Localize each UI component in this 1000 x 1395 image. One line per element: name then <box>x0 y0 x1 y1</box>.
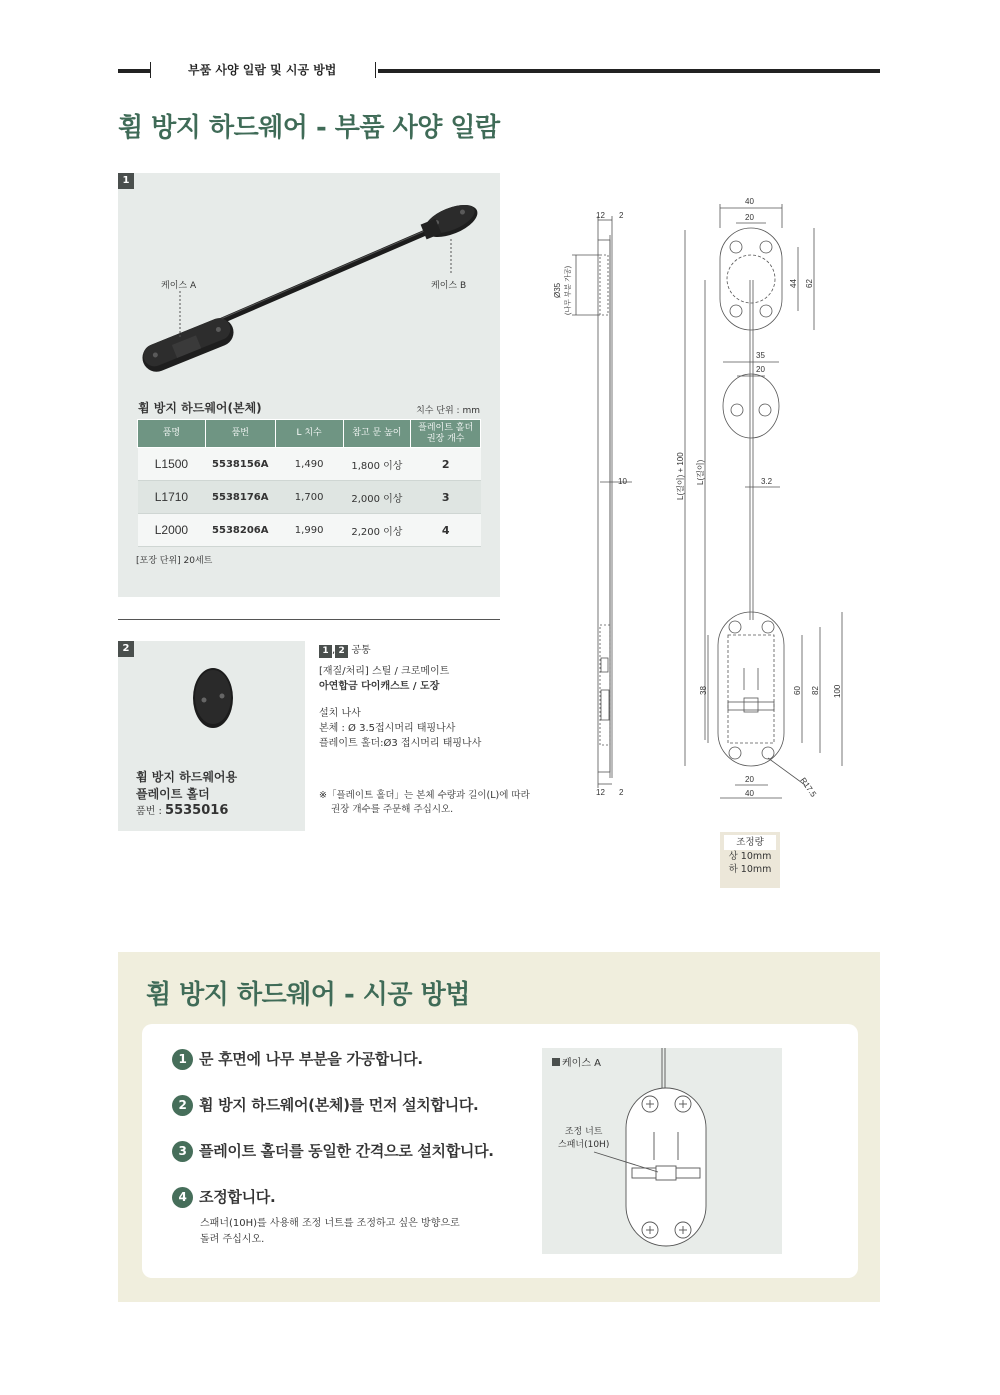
case-a-diagram <box>542 1048 782 1254</box>
installation-title: 휨 방지 하드웨어 - 시공 방법 <box>146 980 470 1010</box>
plate-holder-code <box>136 802 228 818</box>
plate-holder-code-value: 5535016 <box>165 803 229 818</box>
col-header-holder <box>411 420 481 448</box>
col-header-code: 품번 <box>205 420 275 448</box>
step-4-detail-line2: 돌려 주십시오. <box>200 1234 265 1245</box>
adjustment-title: 조정량 <box>724 835 776 850</box>
label-case-b: 케이스 B <box>431 281 467 291</box>
cell-name: L1500 <box>138 448 206 481</box>
cell-l: 1,490 <box>275 448 343 481</box>
plate-holder-name <box>136 769 237 803</box>
header-tick-left <box>150 62 151 78</box>
plate-holder-image <box>188 663 238 733</box>
case-a-label-text: 케이스 A <box>562 1058 601 1069</box>
spec-table-header <box>138 420 481 448</box>
adjustment-box <box>720 832 780 888</box>
section-divider <box>118 619 500 620</box>
cell-name: L1710 <box>138 481 206 514</box>
installation-card <box>142 1024 858 1278</box>
common-badge-1: 1 <box>319 645 332 658</box>
plate-holder-name-line1: 휨 방지 하드웨어용 <box>136 770 238 784</box>
cell-door: 2,000 이상 <box>343 481 411 514</box>
common-spec-label <box>319 641 371 658</box>
col-header-door: 참고 문 높이 <box>343 420 411 448</box>
technical-drawing <box>520 180 890 820</box>
cell-count: 2 <box>411 448 481 481</box>
dim-bottom-20: 20 <box>745 775 754 784</box>
order-note-line2: 권장 개수를 주문해 주십시오. <box>331 804 454 815</box>
col-header-l: L 치수 <box>275 420 343 448</box>
cell-count: 4 <box>411 514 481 547</box>
col-header-holder-line2: 권장 개수 <box>426 433 465 444</box>
label-case-a: 케이스 A <box>161 281 197 291</box>
col-header-holder-line1: 플레이트 홀더 <box>418 422 474 433</box>
common-badge-sep: , <box>332 645 336 656</box>
cell-name: L2000 <box>138 514 206 547</box>
adjusting-nut-line2: 스패너(10H) <box>558 1140 610 1150</box>
item-badge-1: 1 <box>118 173 134 189</box>
common-label-text: 공통 <box>351 645 371 656</box>
dim-82: 82 <box>811 686 820 695</box>
cell-door: 2,200 이상 <box>343 514 411 547</box>
unit-note: 치수 단위 : mm <box>416 406 480 416</box>
screw-title: 설치 나사 <box>319 708 361 719</box>
table-row <box>138 448 481 481</box>
dim-bottom-40: 40 <box>745 789 754 798</box>
step-3 <box>172 1140 494 1162</box>
step-2 <box>172 1094 478 1116</box>
header-rule-left <box>118 69 150 73</box>
step-text: 문 후면에 나무 부분을 가공합니다. <box>199 1050 423 1068</box>
header-section-title: 부품 사양 일람 및 시공 방법 <box>188 63 337 77</box>
step-text: 휨 방지 하드웨어(본체)를 먼저 설치합니다. <box>199 1096 479 1114</box>
plate-holder-name-line2: 플레이트 홀더 <box>136 787 210 801</box>
header-rule-right <box>378 69 880 73</box>
step-text: 조정합니다. <box>199 1188 276 1206</box>
common-spec-lines <box>319 664 481 751</box>
cell-l: 1,700 <box>275 481 343 514</box>
table-row <box>138 514 481 547</box>
step-number: 1 <box>172 1049 193 1070</box>
adjusting-nut-line1: 조정 너트 <box>564 1127 603 1137</box>
adjusting-nut-label <box>558 1126 609 1152</box>
dim-44: 44 <box>789 279 798 288</box>
spec-table-title: 휨 방지 하드웨어(본체) <box>138 401 262 415</box>
cell-code: 5538156A <box>205 448 275 481</box>
packaging-note: [포장 단위] 20세트 <box>136 556 213 566</box>
step-text: 플레이트 홀더를 동일한 간격으로 설치합니다. <box>199 1142 494 1160</box>
dim-35: 35 <box>756 351 765 360</box>
cell-door: 1,800 이상 <box>343 448 411 481</box>
product-panel-2 <box>118 641 305 831</box>
step-1 <box>172 1048 423 1070</box>
screw-plate: 플레이트 홀더:Ø3 접시머리 태핑나사 <box>319 738 482 749</box>
dim-62-top: 62 <box>805 279 814 288</box>
common-badge-2: 2 <box>335 645 348 658</box>
step-number: 4 <box>172 1187 193 1208</box>
order-note-line1: ※「플레이트 홀더」는 본체 수량과 길이(L)에 따라 <box>319 790 530 801</box>
adjustment-up: 상 10mm <box>728 851 772 862</box>
dim-top-20: 20 <box>745 213 754 222</box>
order-note <box>319 789 530 817</box>
dim-3-2: 3.2 <box>761 477 773 486</box>
dim-38: 38 <box>699 686 708 695</box>
dim-2-top: 2 <box>619 211 624 220</box>
dim-60: 60 <box>793 686 802 695</box>
cell-count: 3 <box>411 481 481 514</box>
step-4-detail <box>200 1216 460 1248</box>
dim-12-bottom: 12 <box>596 788 605 797</box>
dim-radius: R17.5 <box>798 775 818 799</box>
page-title: 휨 방지 하드웨어 - 부품 사양 일람 <box>118 113 500 143</box>
step-number: 3 <box>172 1141 193 1162</box>
dim-l: L(길이) <box>696 459 705 485</box>
dim-100: 100 <box>833 684 842 698</box>
cell-l: 1,990 <box>275 514 343 547</box>
dim-top-40: 40 <box>745 197 754 206</box>
cell-code: 5538206A <box>205 514 275 547</box>
step-4 <box>172 1186 275 1208</box>
spec-table <box>137 419 481 547</box>
dim-wood-label: (나무 부분 가공) <box>565 265 572 315</box>
material-line-1: [재질/처리] 스틸 / 크로메이트 <box>319 666 450 677</box>
material-line-2: 아연합금 다이캐스트 / 도장 <box>319 681 440 692</box>
dim-l-plus-100: L(길이) + 100 <box>676 452 685 500</box>
screw-body: 본체 : Ø 3.5접시머리 태핑나사 <box>319 723 456 734</box>
table-row <box>138 481 481 514</box>
dim-phi35: Ø35 <box>553 282 562 298</box>
dim-12-top: 12 <box>596 211 605 220</box>
product-panel-1 <box>118 173 500 597</box>
dim-10: 10 <box>618 477 627 486</box>
adjustment-down: 하 10mm <box>728 864 772 875</box>
header-tick-right <box>375 62 376 78</box>
installation-section <box>118 952 880 1302</box>
cell-code: 5538176A <box>205 481 275 514</box>
dim-2-bottom: 2 <box>619 788 624 797</box>
col-header-name: 품명 <box>138 420 206 448</box>
item-badge-2: 2 <box>118 641 134 657</box>
dim-20-mid: 20 <box>756 365 765 374</box>
step-4-detail-line1: 스패너(10H)를 사용해 조정 너트를 조정하고 싶은 방향으로 <box>200 1218 460 1229</box>
plate-holder-code-prefix: 품번 : <box>136 806 166 817</box>
step-number: 2 <box>172 1095 193 1116</box>
